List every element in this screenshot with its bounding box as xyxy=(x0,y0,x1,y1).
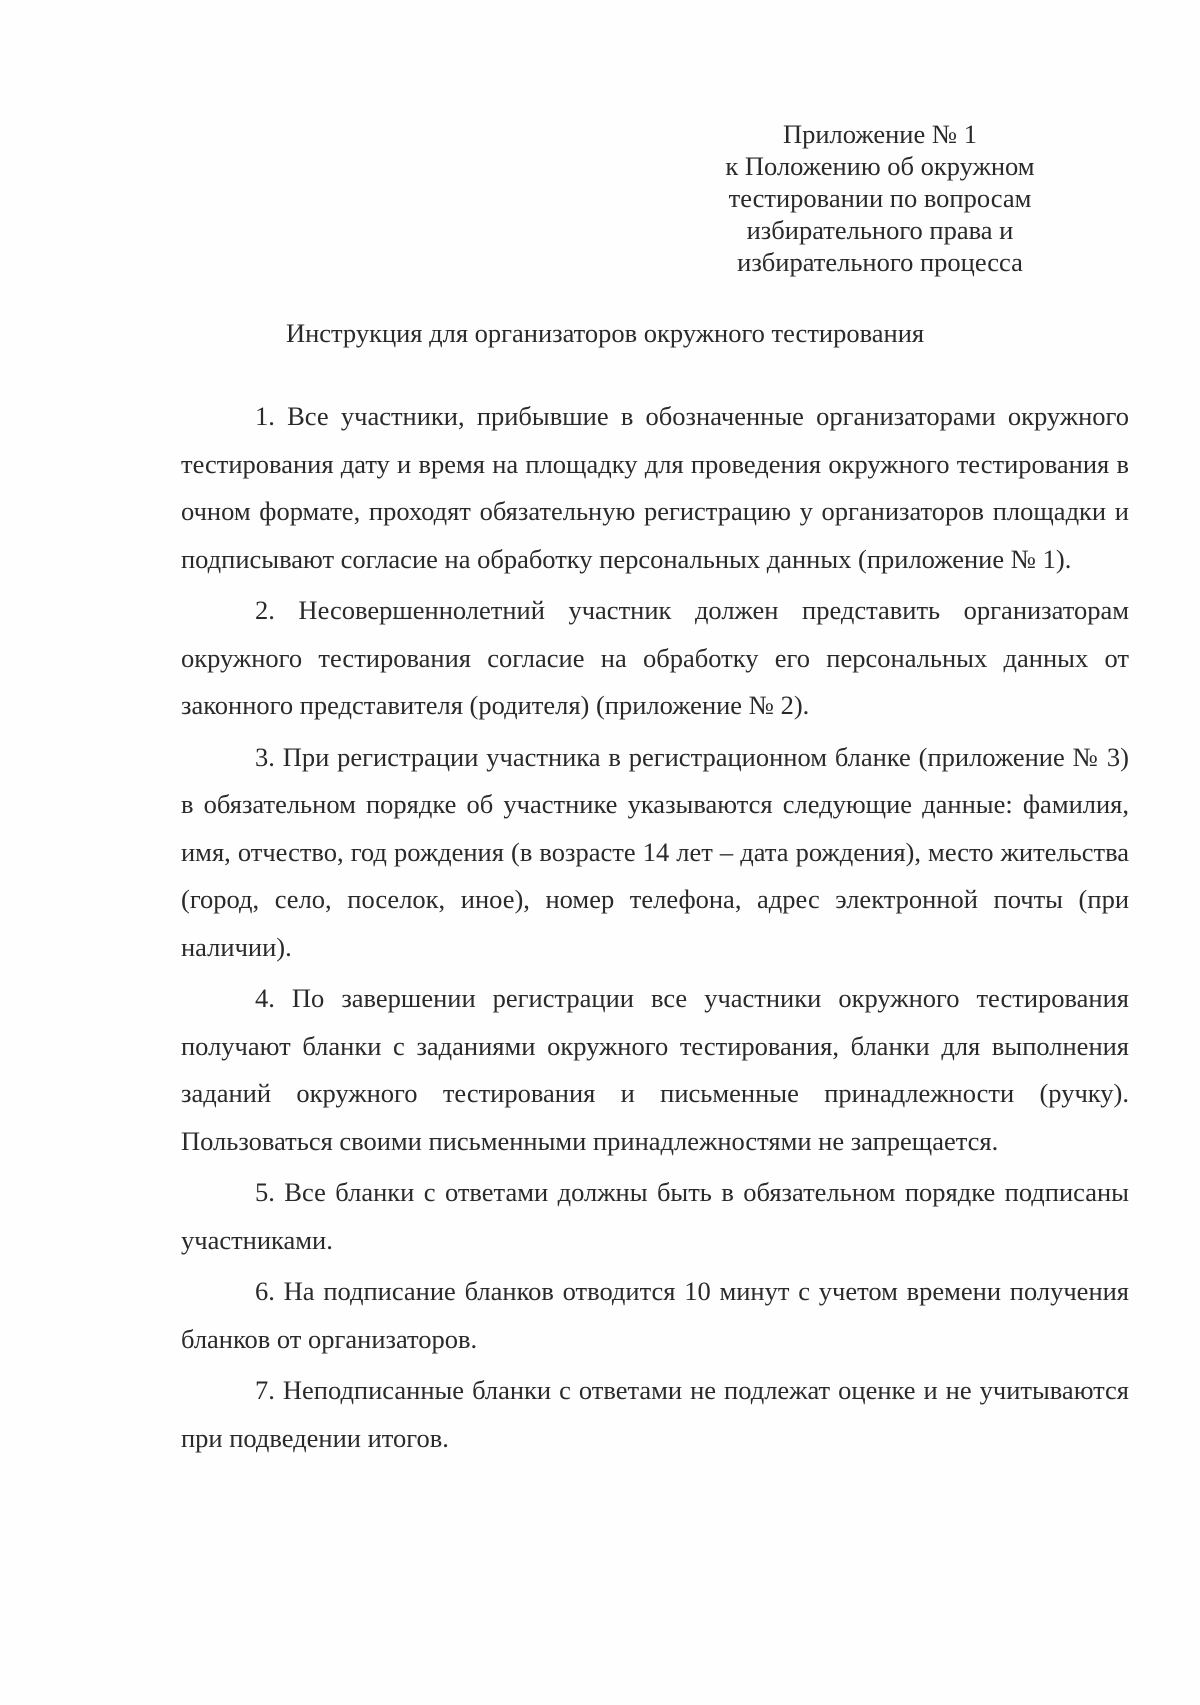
document-title: Инструкция для организаторов окружного тестирования xyxy=(285,318,925,348)
paragraph-2: 2. Несовершеннолетний участник должен представить организаторам окружного тестирования согласие на обработку его персональных данных от законного представителя (родителя) (приложение № 2). xyxy=(181,595,1129,720)
appendix-line: избирательного права и xyxy=(746,215,1014,245)
appendix-header xyxy=(660,118,1100,278)
paragraph-6: 6. На подписание бланков отводится 10 минут с учетом времени получения бланков от организаторов. xyxy=(181,1276,1129,1354)
appendix-line: тестировании по вопросам xyxy=(728,183,1032,213)
instruction-body xyxy=(181,393,1129,1462)
paragraph-5: 5. Все бланки с ответами должны быть в обязательном порядке подписаны участниками. xyxy=(181,1177,1129,1255)
appendix-line: Приложение № 1 xyxy=(782,119,977,149)
paragraph-4: 4. По завершении регистрации все участники окружного тестирования получают бланки с заданиями окружного тестирования, бланки для выполнения заданий окружного тестирования и письменные принадлежности (ручку). Пользоваться своими письменными принадлежностями не запрещается. xyxy=(181,983,1129,1156)
paragraph-7: 7. Неподписанные бланки с ответами не подлежат оценке и не учитываются при подведении итогов. xyxy=(181,1375,1129,1453)
paragraph-1: 1. Все участники, прибывшие в обозначенные организаторами окружного тестирования дату и время на площадку для проведения окружного тестирования в очном формате, проходят обязательную регистрацию у организаторов площадки и подписывают согласие на обработку персональных данных (приложение № 1). xyxy=(181,401,1129,574)
appendix-line: избирательного процесса xyxy=(737,247,1023,277)
appendix-line: к Положению об окружном xyxy=(725,151,1035,181)
paragraph-3: 3. При регистрации участника в регистрационном бланке (приложение № 3) в обязательном порядке об участнике указываются следующие данные: фамилия, имя, отчество, год рождения (в возрасте 14 лет – дата рождения), место жительства (город, село, поселок, иное), номер телефона, адрес электронной почты (при наличии). xyxy=(181,741,1129,962)
